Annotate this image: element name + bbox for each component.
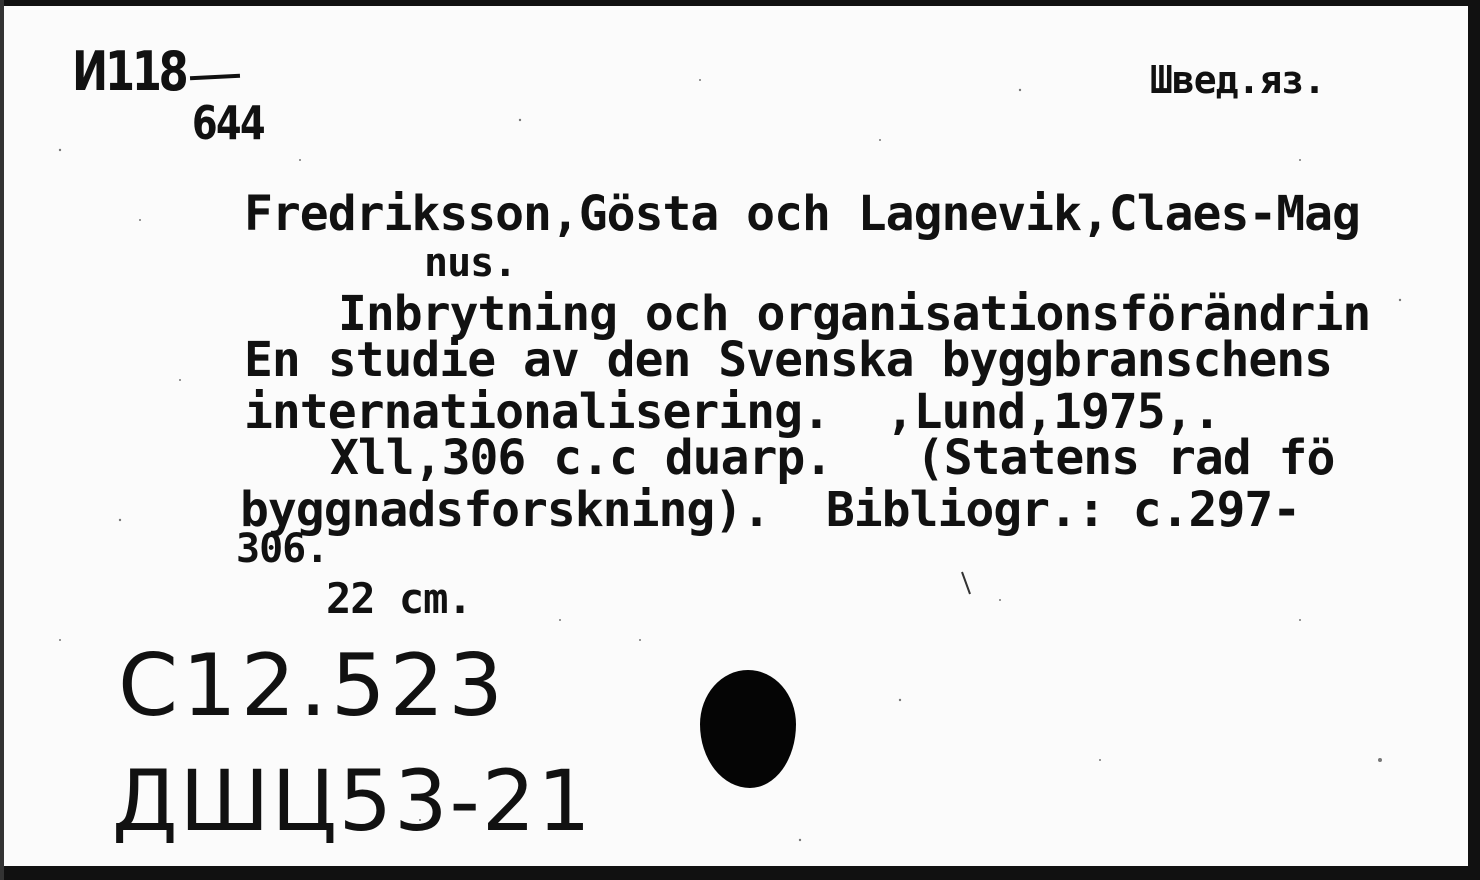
title-line-2: En studie av den Svenska byggbranschens <box>244 332 1333 388</box>
size-line: 22 cm. <box>326 574 472 623</box>
call-number-bottom: 644 <box>192 96 265 150</box>
series-line: byggnadsforskning). Bibliogr.: c.297- <box>240 482 1301 538</box>
imprint-line: internationalisering. ‚Lund,1975‚. <box>244 384 1221 440</box>
call-number-top: И118 <box>72 40 186 103</box>
collation-line: Xll,306 c.c duarp. (Statens rad fö <box>330 430 1335 486</box>
title-line-1: Inbrytning och organisationsförändrin <box>338 286 1371 342</box>
punch-hole <box>700 670 796 788</box>
classification-number: C12.523 <box>118 636 507 736</box>
language-label: Швед.яз. <box>1150 58 1326 102</box>
author-line-continued: nus. <box>424 240 517 286</box>
series-line-continued: 306. <box>236 526 329 572</box>
shelf-mark: ДШЦ53-21 <box>112 752 593 850</box>
author-line: Fredriksson,Gösta och Lagnevik,Claes-Mag <box>244 186 1360 242</box>
